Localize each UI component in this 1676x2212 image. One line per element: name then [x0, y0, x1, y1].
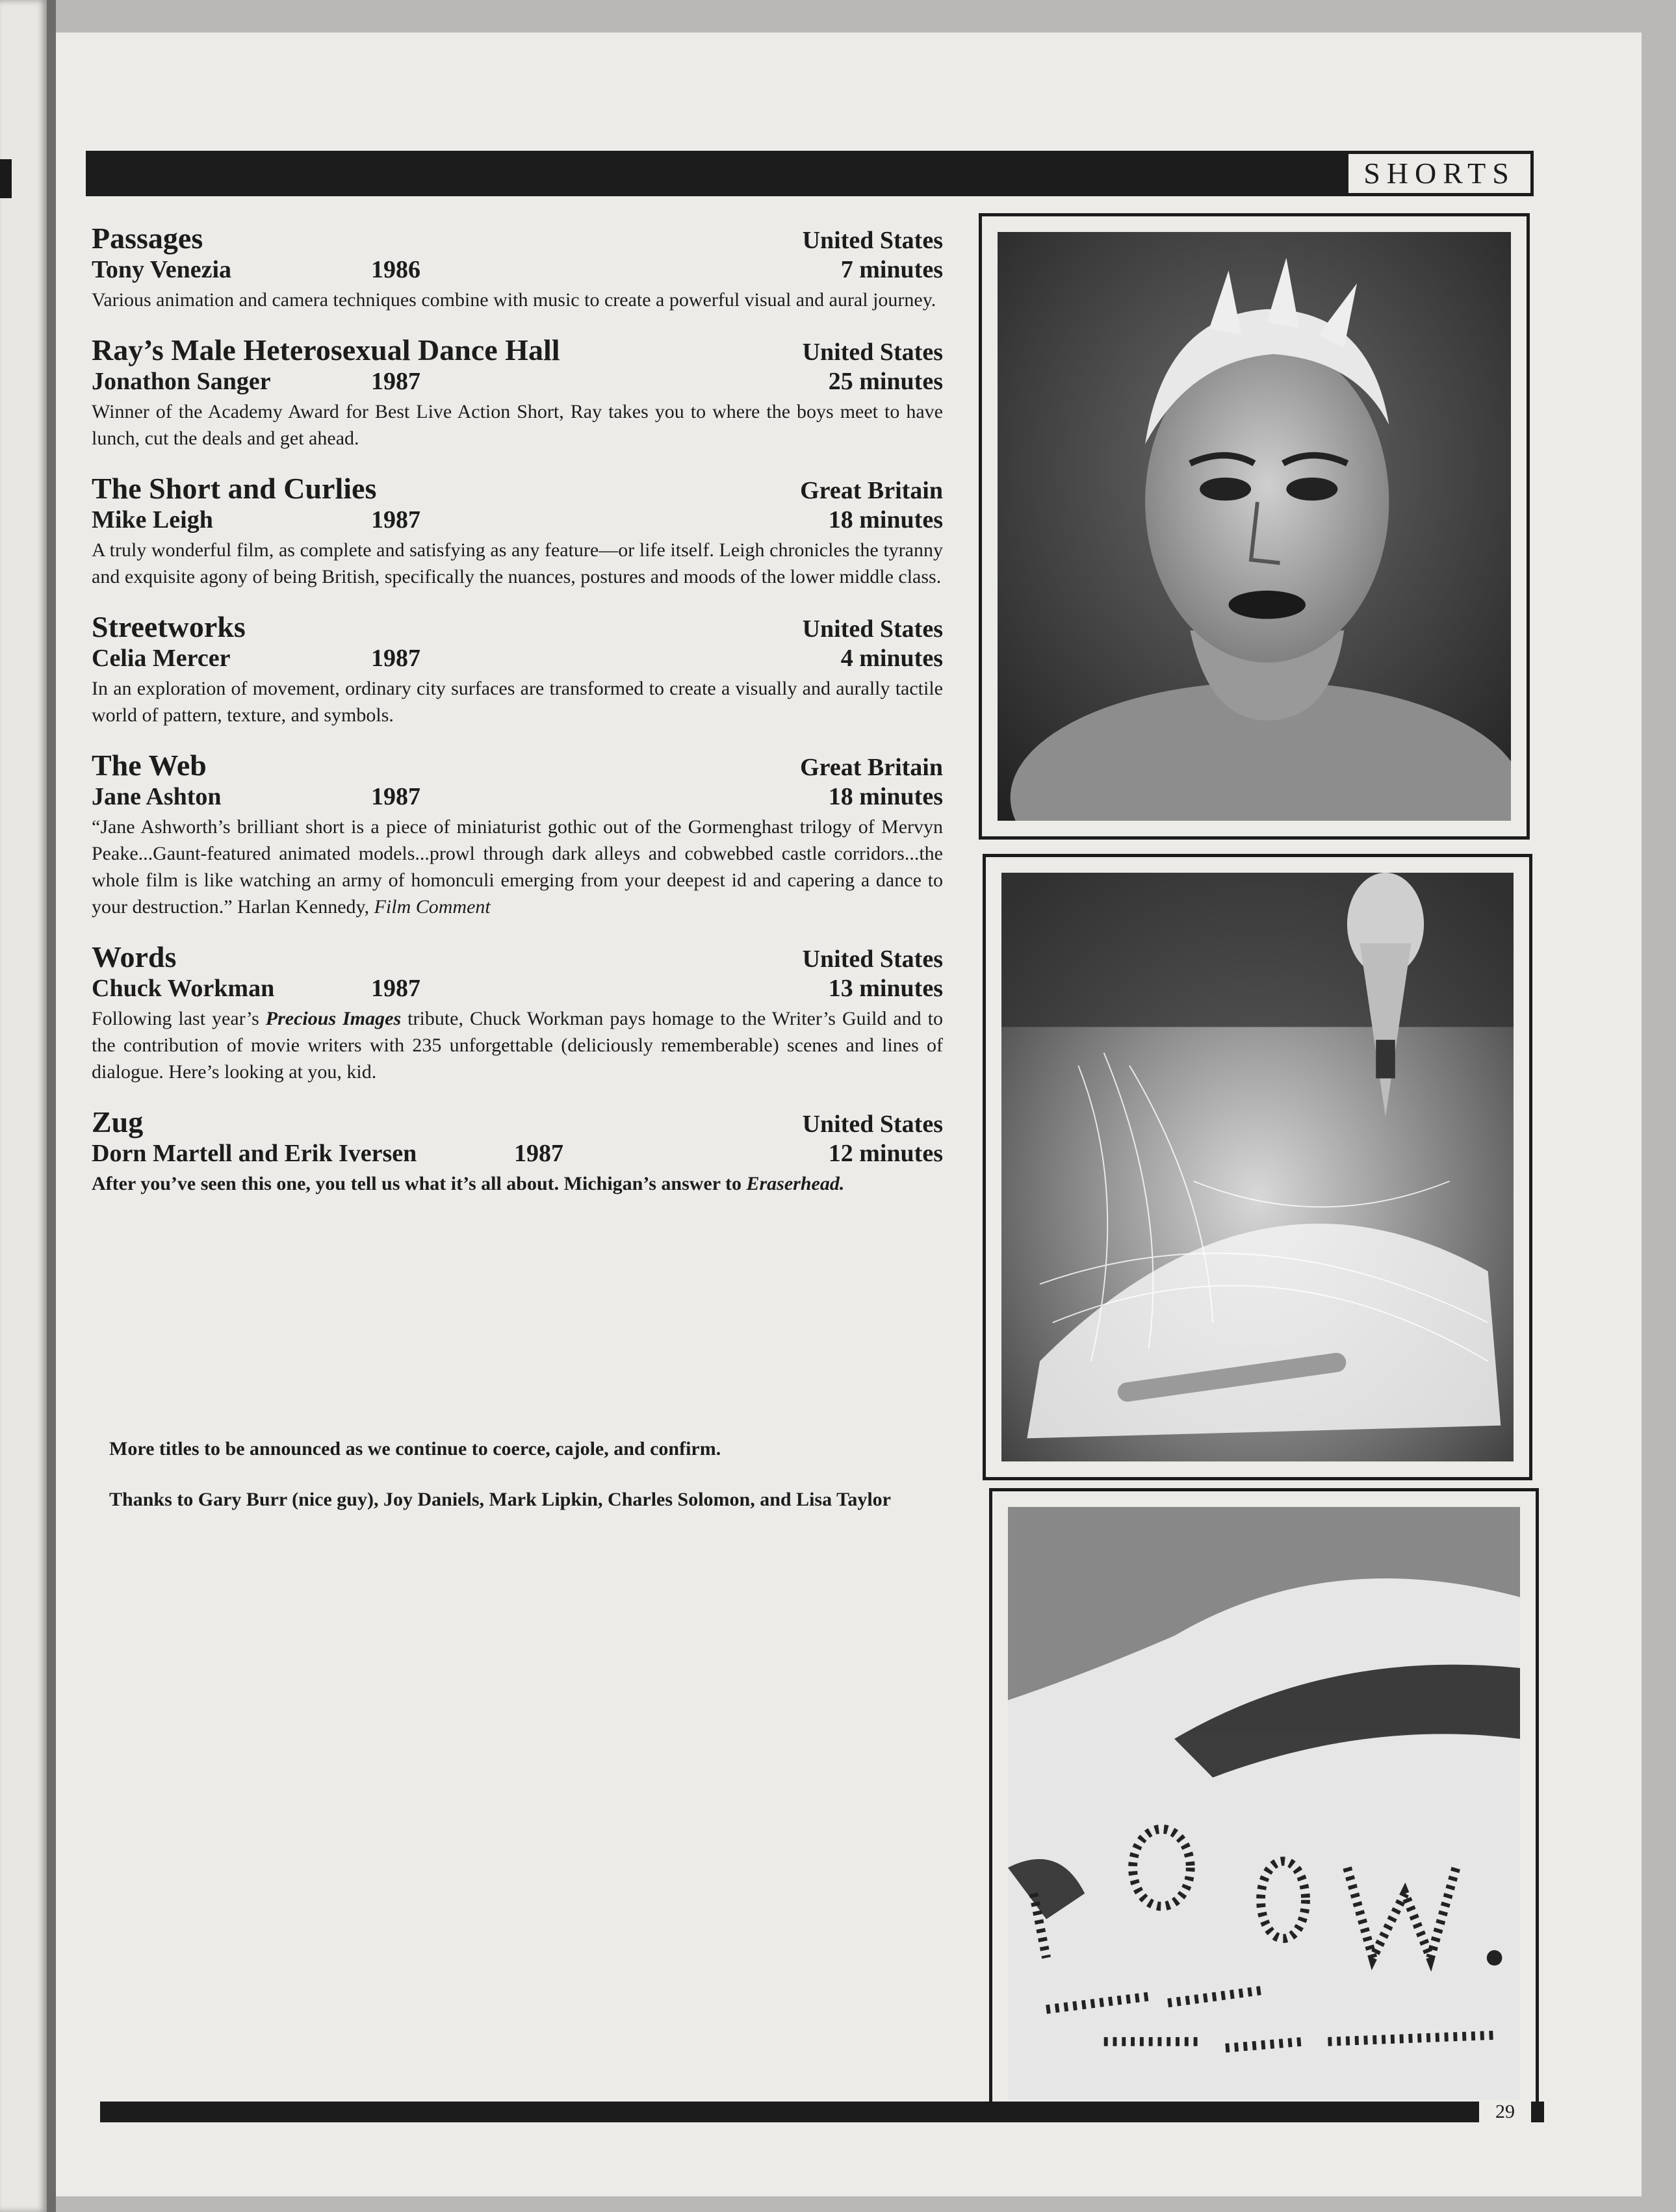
thanks-note: Thanks to Gary Burr (nice guy), Joy Daniels, Mark Lipkin, Charles Solomon, and Lisa Taylor — [109, 1489, 891, 1510]
film-country: United States — [802, 339, 943, 366]
film-runtime: 7 minutes — [840, 256, 943, 283]
film-title: Zug — [92, 1105, 144, 1138]
film-country: United States — [802, 227, 943, 254]
film-country: United States — [802, 1111, 943, 1138]
film-director: Celia Mercer — [92, 645, 231, 672]
film-description — [92, 1005, 943, 1085]
book-gutter — [47, 0, 56, 2212]
photo-frame-portrait — [979, 213, 1530, 840]
film-runtime: 13 minutes — [828, 975, 943, 1002]
film-entry — [92, 748, 943, 920]
description-text: After you’ve seen this one, you tell us what it’s all about. Michigan’s answer to — [92, 1173, 741, 1194]
more-titles-note: More titles to be announced as we continue to coerce, cajole, and confirm. — [109, 1438, 721, 1460]
film-entry — [92, 221, 943, 313]
film-description: A truly wonderful film, as complete and satisfying as any feature—or life itself. Leigh chronicles the tyranny and exquisite agony of being British, specifically the nuances, postures and moods of the lower middle class. — [92, 539, 943, 587]
film-title: The Short and Curlies — [92, 472, 377, 505]
film-runtime: 4 minutes — [840, 645, 943, 672]
film-runtime: 25 minutes — [828, 368, 943, 395]
film-entry — [92, 333, 943, 452]
film-director: Tony Venezia — [92, 256, 232, 283]
film-listing — [92, 221, 943, 1216]
film-description: In an exploration of movement, ordinary city surfaces are transformed to create a visually and aurally tactile world of pattern, texture, and symbols. — [92, 678, 943, 726]
magazine-page — [56, 32, 1642, 2196]
streetworks-film-still — [1008, 1507, 1520, 2100]
film-title: Words — [92, 940, 177, 973]
film-description — [92, 1170, 943, 1197]
film-title: Ray’s Male Heterosexual Dance Hall — [92, 333, 560, 367]
film-director: Mike Leigh — [92, 506, 213, 534]
header-bar — [86, 151, 1534, 196]
footer-bar — [100, 2102, 1544, 2122]
film-title: Streetworks — [92, 610, 246, 643]
photo-frame-streetworks — [989, 1488, 1539, 2118]
film-entry — [92, 1105, 943, 1197]
photo-frame-web — [983, 854, 1532, 1480]
film-description: Various animation and camera techniques combine with music to create a powerful visual and aural journey. — [92, 289, 936, 311]
film-title: The Web — [92, 749, 207, 782]
film-title: Passages — [92, 222, 203, 255]
film-country: United States — [802, 615, 943, 643]
film-year: 1987 — [371, 506, 420, 534]
film-director: Jane Ashton — [92, 783, 222, 810]
film-year: 1987 — [371, 368, 420, 395]
film-entry — [92, 940, 943, 1085]
film-year: 1987 — [371, 975, 420, 1002]
film-year: 1987 — [514, 1140, 563, 1167]
film-entry — [92, 471, 943, 590]
film-description: Winner of the Academy Award for Best Live Action Short, Ray takes you to where the boys meet to have lunch, cut the deals and get ahead. — [92, 401, 943, 449]
description-lead: Following last year’s — [92, 1008, 259, 1029]
film-runtime: 12 minutes — [828, 1140, 943, 1167]
quote-source: Film Comment — [374, 896, 491, 918]
facing-page-edge — [0, 0, 47, 2212]
section-label: SHORTS — [1345, 151, 1534, 196]
film-runtime: 18 minutes — [828, 506, 943, 534]
film-entry — [92, 610, 943, 728]
film-year: 1987 — [371, 645, 420, 672]
film-year: 1987 — [371, 783, 420, 810]
film-country: Great Britain — [800, 477, 943, 504]
film-description — [92, 814, 943, 920]
film-year: 1986 — [371, 256, 420, 283]
film-director: Dorn Martell and Erik Iversen — [92, 1140, 417, 1167]
description-emphasis: Eraserhead. — [746, 1173, 845, 1194]
page-number: 29 — [1479, 2102, 1531, 2122]
film-director: Chuck Workman — [92, 975, 275, 1002]
description-rest: tribute, Chuck Workman pays homage to the Writer’s Guild and to the contribution of movie writers with 235 unforgettable (deliciously rememberable) scenes and lines of dialogue. Here’s looking at you, kid. — [92, 1008, 943, 1083]
film-country: United States — [802, 945, 943, 973]
facing-page-tab — [0, 159, 12, 198]
quote-text: “Jane Ashworth’s brilliant short is a piece of miniaturist gothic out of the Gormenghast trilogy of Mervyn Peake...Gaunt-featured animated models...prowl through dark alleys and cobwebbed castle corridors...the whole film is like watching an army of homonculi emerging from your deepest id and capering a dance to your destruction.” Harlan Kennedy, — [92, 816, 943, 918]
portrait-photo — [998, 232, 1511, 821]
film-country: Great Britain — [800, 754, 943, 781]
web-film-still — [1001, 873, 1514, 1461]
film-runtime: 18 minutes — [828, 783, 943, 810]
film-director: Jonathon Sanger — [92, 368, 271, 395]
description-emphasis: Precious Images — [265, 1008, 402, 1029]
